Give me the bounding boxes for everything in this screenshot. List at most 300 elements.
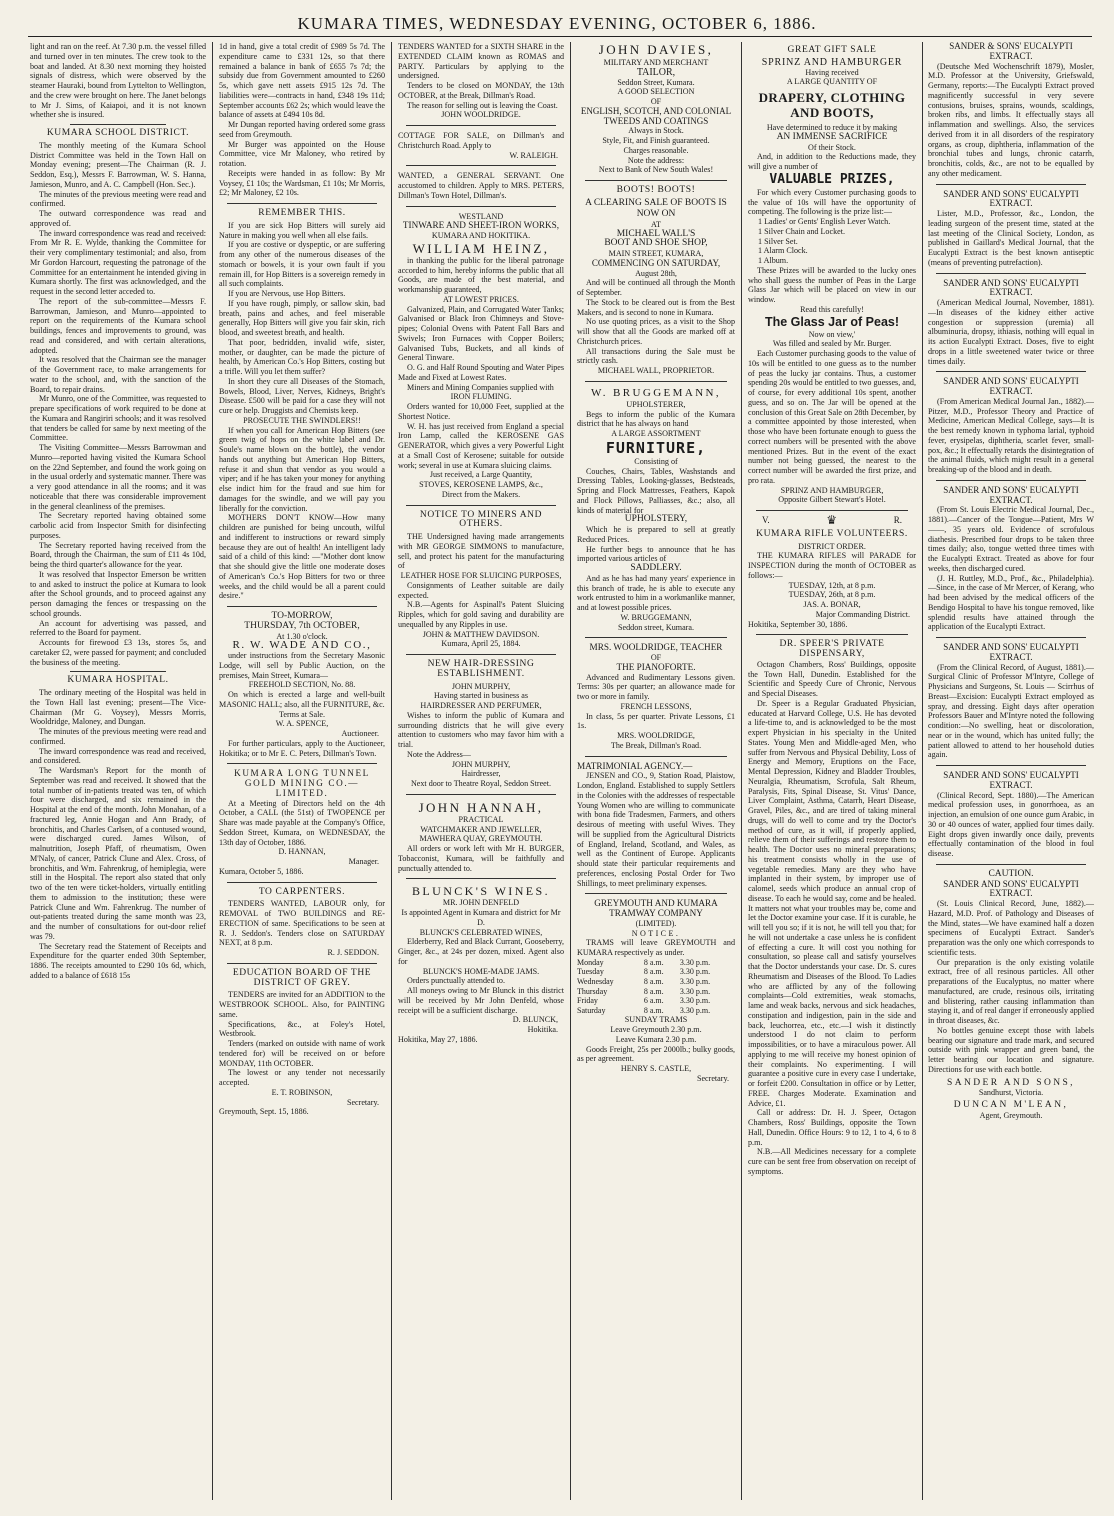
- article-text: Mr Munro, one of the Committee, was requested to prepare specifications of work required to be done at the Kumara and Rangiriri schools; and it was resolved that tenders be called for same by next meeting of the Committee.: [30, 394, 206, 443]
- ad-text: Sandhurst, Victoria.: [978, 1088, 1044, 1098]
- divider: [406, 505, 556, 506]
- ad-text: That poor, bedridden, invalid wife, sister, mother, or daughter, can be made the picture of health, by American Co.'s Hop Bitters, costing but a trifle. Will you let them suffer?: [219, 337, 385, 376]
- ad-text: For further particulars, apply to the Auctioneer, Hokitika; or to Mr E. C. Peters, Dillman's Town.: [219, 738, 385, 758]
- ad-title-matrimonial: MATRIMONIAL AGENCY.—: [577, 760, 693, 771]
- divider: [406, 125, 556, 126]
- table-cell: 3.30 p.m.: [679, 967, 711, 977]
- divider: [936, 637, 1086, 638]
- ad-signature: JAS. A. BONAR,: [803, 600, 861, 609]
- ad-text: (St. Louis Clinical Record, June, 1882).—Hazard, M.D. Prof. of Pathology and Diseases of the Mind, states—We have examined half a dozen specimens of Eucalypti Extract. Sander's preparation was the only one which corresponds to scientific tests.: [928, 899, 1094, 957]
- ad-subhead: A GOOD SELECTION: [617, 87, 695, 97]
- ad-title-bruggemann: W. BRUGGEMANN,: [590, 386, 722, 399]
- ad-subhead: A LARGE QUANTITY OF: [786, 77, 878, 87]
- ad-text: Each Customer purchasing goods to the value of 10s will be entitled to one guess as to the number of peas the lucky jar contains. Thus, a customer spending 20s would be entitled to two guesses, and, of course, for every additional 10s spent, another guess, and so on. The Jar will be opened at the conclusion of this Great Sale on 28th December, by a committee appointed by those interested, when those who have been fortunate enough to guess the correct numbers will be presented with the above mentioned Prizes. But in the event of the exact number not being guessed, the nearest to the correct number will be awarded the first prize, and pro rata.: [748, 349, 916, 485]
- ad-text: All orders or work left with Mr H. BURGER, Tobacconist, Kumara, will be faithfully and punctually attended to.: [398, 844, 564, 873]
- ad-text: Leave Kumara 2.30 p.m.: [615, 1034, 697, 1044]
- ad-title-sander: SANDER AND SONS' EUCALYPTI EXTRACT.: [943, 188, 1079, 209]
- ad-subhead: TAILOR,: [636, 66, 676, 78]
- ad-signature: E. T. ROBINSON,: [271, 1087, 333, 1097]
- ad-text: Opposite Gilbert Stewart's Hotel.: [778, 495, 886, 505]
- ad-signature: W. A. SPENCE,: [275, 719, 329, 729]
- divider: [585, 381, 727, 382]
- column-rule: [391, 42, 392, 1500]
- ad-text: Elderberry, Red and Black Currant, Gooseberry, Ginger, &c., at 24s per dozen, mixed. Agent also for: [398, 937, 564, 966]
- ad-text: Note the address:: [627, 155, 685, 165]
- table-row: [577, 967, 735, 977]
- divider: [406, 878, 556, 879]
- table-cell: 8 a.m.: [643, 957, 664, 967]
- divider: [227, 203, 377, 204]
- vr-emblem: [748, 513, 916, 527]
- article-text: Mr Dungan reported having ordered some grass seed from Greymouth.: [219, 120, 385, 139]
- ad-text: Which he is prepared to sell at greatly Reduced Prices.: [577, 525, 735, 544]
- ad-title-sander: SANDER AND SONS' EUCALYPTI EXTRACT.: [943, 878, 1079, 899]
- article-text: An account for advertising was passed, and referred to the Board for payment.: [30, 618, 206, 638]
- ad-signature: Hokitika.: [527, 1025, 558, 1034]
- article-text: It was resolved that the Chairman see the manager of the Government race, to make arrangements for water to the school, and, with the sanction of the Board, to repair drains.: [30, 355, 206, 394]
- ad-text: Always in Stock.: [628, 126, 684, 136]
- ad-text: If you are sick Hop Bitters will surely aid Nature in making you well when all else fails.: [219, 220, 385, 240]
- ad-text: COTTAGE FOR SALE, on Dillman's and Christchurch Road. Apply to: [398, 131, 564, 150]
- ad-display-furniture: FURNITURE,: [605, 438, 707, 457]
- ad-text: August 28th,: [635, 268, 677, 278]
- table-cell: 8 a.m.: [643, 976, 664, 986]
- divider: [756, 510, 908, 511]
- ad-text: TENDERS WANTED for a SIXTH SHARE in the EXTENDED CLAIM known as ROMAS and PARTY. Particulars by applying to the undersigned.: [398, 42, 564, 81]
- ad-signature: MRS. WOOLDRIDGE,: [617, 731, 695, 740]
- ad-text: No bottles genuine except those with labels bearing our signature and trade mark, and secured outside with pink wrapper and green band, the letter bearing our location and signature. Directions for use with each bottle.: [928, 1025, 1094, 1074]
- ad-subhead: UPHOLSTERY,: [624, 514, 688, 525]
- ad-signature: DUNCAN M'LEAN,: [953, 1100, 1069, 1110]
- ad-subhead: JOHN MURPHY,: [451, 681, 511, 691]
- ad-text: Miners and Mining Companies supplied with: [407, 382, 554, 392]
- table-row: [577, 1006, 735, 1016]
- article-text: The Secretary reported having obtained some carbolic acid from Inspector Smith for disinfecting purposes.: [30, 511, 206, 540]
- ad-text: Now on view,': [808, 329, 856, 339]
- ad-signature: SPRINZ AND HAMBURGER,: [780, 485, 884, 495]
- ad-date: Hokitika, May 27, 1886.: [398, 1034, 478, 1044]
- ad-subhead: WATCHMAKER AND JEWELLER,: [420, 824, 542, 834]
- ad-text: The Stock to be cleared out is from the Best Makers, and is second to none in Kumara.: [577, 297, 735, 317]
- ad-subhead: KUMARA AND HOKITIKA.: [431, 231, 531, 240]
- ad-text: (From the Clinical Record, of August, 1881).—Surgical Clinic of Professor M'Intyre, College of Physicians and Surgeons, St. Louis — Scirrhus of Breast—Excision: Eucalypti Extract employed as spray, and dressing. Eight days after operation Professors Bauer and M'Intyre noted the following condition:—No swelling, heat or discoloration, near or in the wound, which has united fully; the patient allowed to attend to her household duties again.: [928, 662, 1094, 760]
- ad-text: Specifications, &c., at Foley's Hotel, Westbrook.: [219, 1019, 385, 1039]
- article-text: The inward correspondence was read and received: From Mr R. E. Wylde, thanking the Committee for their very complimentary testimonial; and also, from Mr Gordon Harcourt, requesting the patronage of the Committee for an entertainment he intended giving in Kumara shortly. The first was acknowledged, and the request in the second letter acceded to.: [30, 228, 206, 296]
- ad-date: Hokitika, September 30, 1886.: [748, 619, 848, 629]
- headline-boots: BOOTS! BOOTS!: [616, 185, 696, 195]
- ad-text: All transactions during the Sale must be strictly cash.: [577, 346, 735, 366]
- prize-item: 1 Silver Set.: [758, 236, 798, 246]
- divider: [227, 963, 377, 964]
- column-1: [30, 42, 206, 1500]
- ad-subhead: ENGLISH, SCOTCH, AND COLONIAL TWEEDS AND COATINGS: [580, 105, 732, 126]
- ad-subhead: A CLEARING SALE OF BOOTS IS NOW ON: [585, 197, 727, 219]
- ad-text: Octagon Chambers, Ross' Buildings, opposite the Town Hall, Dunedin. Established for the Scientific and Speedy Cure of Chronic, Nervous and Special Diseases.: [748, 659, 916, 698]
- ad-text: TENDERS are invited for an ADDITION to the WESTBROOK SCHOOL. Also, for PAINTING same.: [219, 990, 385, 1019]
- ad-subhead: SUNDAY TRAMS: [624, 1015, 688, 1025]
- ad-text: N.B.—All Medicines necessary for a complete cure can be sent free from observation on receipt of symptoms.: [748, 1147, 916, 1176]
- ad-text: On which is erected a large and well-built MASONIC HALL; also, all the FURNITURE, &c.: [219, 690, 385, 709]
- ad-date: Greymouth, Sept. 15, 1886.: [219, 1107, 309, 1117]
- column-6: [928, 42, 1094, 1500]
- ad-text: Is appointed Agent in Kumara and district for Mr D.: [401, 908, 561, 927]
- divider: [585, 893, 727, 894]
- column-2: [219, 42, 385, 1500]
- ad-text: Having started in business as: [434, 691, 528, 701]
- ad-text: N.B.—Agents for Aspinall's Patent Sluicing Ripples, which for gold saving and durability are unequalled by any Ripples in use.: [398, 600, 564, 629]
- ad-text: (From St. Louis Electric Medical Journal, Dec., 1881).—Cancer of the Tongue—Patient, Mrs W——, 35 years old. Evidence of scrofulous diathesis. Prescribed four drops to be taken three times daily; also, tongue wetted three times with the Eucalypti Extract. Treated as above for four weeks, then discharged cured.: [928, 505, 1094, 573]
- ad-signature: MICHAEL WALL, PROPRIETOR.: [597, 366, 715, 375]
- vr-letter-r: R.: [893, 515, 902, 525]
- ad-text: Note the Address—: [407, 749, 471, 759]
- article-text: It was resolved that Inspector Emerson be written to and asked to instruct the police at Kumara to look after the School grounds, and to proceed against any person damaging the fences or trespassing on the school grounds.: [30, 569, 206, 618]
- table-cell: 8 a.m.: [643, 967, 664, 977]
- article-text: The outward correspondence was read and approved of.: [30, 209, 206, 228]
- divider: [227, 882, 377, 883]
- ad-text: under instructions from the Secretary Masonic Lodge, will sell by Public Auction, on the premises, Main Street, Kumara—: [219, 651, 385, 680]
- divider: [936, 864, 1086, 865]
- ad-signature: Auctioneer.: [341, 729, 379, 738]
- ad-subhead: FREEHOLD SECTION, No. 88.: [248, 680, 356, 690]
- ad-subhead: AN IMMENSE SACRIFICE: [776, 131, 888, 142]
- headline-gift-sale: GREAT GIFT SALE: [787, 45, 877, 55]
- divider: [756, 634, 908, 635]
- column-rule: [212, 42, 213, 1500]
- ad-title-sander: SANDER & SONS' EUCALYPTI EXTRACT.: [949, 42, 1073, 61]
- ad-display-glass-jar: The Glass Jar of Peas!: [764, 314, 900, 329]
- table-row: [577, 996, 735, 1006]
- ad-title-speer: DR. SPEER'S PRIVATE DISPENSARY,: [779, 639, 885, 659]
- ad-title-blunck: BLUNCK'S WINES.: [412, 884, 550, 899]
- ad-title-sander: SANDER AND SONS' EUCALYPTI EXTRACT.: [943, 642, 1079, 662]
- table-row: [577, 987, 735, 997]
- ad-text: No use quoting prices, as a visit to the Shop will show that all the Goods are marked off at Christchurch prices.: [577, 317, 735, 346]
- article-text: The monthly meeting of the Kumara School District Committee was held in the Town Hall on Monday evening; present—The Chairman (R. J. Seddon, Esq.), Messrs F. Barrowman, W. S. Hanna, Jamieson, Munro, and A. C. Campbell (Hon. Sec.).: [30, 140, 206, 189]
- ad-text: Charges reasonable.: [623, 145, 689, 155]
- table-cell: 8 a.m.: [643, 986, 664, 996]
- headline-education: EDUCATION BOARD OF THE DISTRICT OF GREY.: [232, 967, 372, 988]
- headline-hairdressing: NEW HAIR-DRESSING ESTABLISHMENT.: [427, 659, 535, 679]
- ad-signature: Hairdresser,: [461, 769, 501, 779]
- ad-subhead: AT LOWEST PRICES.: [443, 294, 519, 304]
- ad-subhead: FRENCH LESSONS,: [620, 701, 692, 711]
- ad-text: (Deutsche Med Wochenschrift 1879), Mosler, M.D. Professor at the University, Griefswald, Germany, reports:—The Eucalypti Extract proved magnificently successful in very severe contusions, bruises, sprains, wounds, scaldings, broken ribs, and limbs. It effectually stays all inflammation and swellings. Also, the services derived from it in all disorders of the respiratory organs, as croup, diphtheria, inflammation of the bronchial tubes and lungs, chronic catarrh, bronchitis, colds, &c., are not to be equalled by any other medicament.: [928, 61, 1094, 178]
- ad-signature: SANDER AND SONS,: [947, 1077, 1075, 1088]
- ad-text: Agent, Greymouth.: [979, 1110, 1043, 1120]
- ad-subhead: UPHOLSTERER,: [626, 399, 686, 409]
- table-cell: 8 a.m.: [643, 1005, 664, 1015]
- ad-text: He further begs to announce that he has imported various articles of: [577, 544, 735, 564]
- vr-letter-v: V.: [762, 515, 770, 525]
- ad-text: PRACTICAL: [458, 814, 504, 824]
- prize-item: 1 Album.: [758, 256, 789, 265]
- ad-signature: Manager.: [348, 857, 379, 866]
- ad-signature: W. RALEIGH.: [509, 150, 558, 160]
- ad-subhead: IRON FLUMING.: [450, 392, 512, 402]
- divider: [406, 794, 556, 795]
- table-cell: Wednesday: [577, 976, 614, 986]
- table-cell: 3.30 p.m.: [679, 996, 711, 1006]
- divider: [406, 206, 556, 207]
- ad-text: Just received, a Large Quantity,: [429, 470, 533, 480]
- ad-subhead: TINWARE AND SHEET-IRON WORKS,: [402, 220, 560, 231]
- ad-signature: D. HANNAN,: [278, 847, 326, 857]
- headline-remember: REMEMBER THIS.: [258, 208, 346, 218]
- article-text: 1d in hand, give a total credit of £989 5s 7d. The expenditure came to £331 12s, so that there remained a balance in bank of £655 7s 7d; the subsidy due from Government amounted to £260 5s, which gave nett assets £915 12s 7d. The liabilities were—contracts in hand, £348 19s 11d; September accounts £62 2s; which would leave the balance of assets at £494 10s 8d.: [219, 42, 385, 120]
- ad-title-wade: R. W. WADE AND CO.,: [232, 639, 372, 652]
- divider: [227, 606, 377, 607]
- ad-subhead: HAIRDRESSER AND PERFUMER,: [420, 701, 542, 710]
- ad-text: Was filled and sealed by Mr. Burger.: [772, 339, 892, 349]
- ad-text: Couches, Chairs, Tables, Washstands and Dressing Tables, Looking-glasses, Bedsteads, Spring and Flock Mattresses, Feathers, Kapok and Flock Pillows, Palliasses, &c.; also, all kinds of material for: [577, 466, 735, 515]
- ad-subhead: SADDLERY.: [630, 563, 682, 573]
- table-row: [577, 977, 735, 987]
- ad-signature: Secretary.: [346, 1097, 379, 1107]
- ad-text: Our preparation is the only existing volatile extract, free of all resinous particles. All other preparations of the Eucalyptus, no matter where manufactured, are crude, resinous oils, irritating and blistering, rather causing inflammation than staying it, and of real danger if erroneously applied in throat diseases, &c.: [928, 957, 1094, 1025]
- ad-text: O. G. and Half Round Spouting and Water Pipes Made and Fixed at Lowest Rates.: [398, 363, 564, 382]
- ad-text: Goods Freight, 25s per 2000lb.; bulky goods, as per agreement.: [577, 1044, 735, 1064]
- ad-text: Wishes to inform the public of Kumara and surrounding districts that he will give every attention to customers who may favor him with a trial.: [398, 710, 564, 749]
- ad-subhead: BOOT AND SHOE SHOP,: [604, 238, 708, 249]
- divider: [70, 671, 166, 672]
- ad-text: TUESDAY, 26th, at 8 p.m.: [788, 590, 876, 600]
- masthead-rule: [28, 36, 1092, 37]
- ad-subhead: WESTLAND: [458, 211, 504, 221]
- ad-signature: JOHN WOOLDRIDGE.: [441, 110, 521, 120]
- article-text: The minutes of the previous meeting were read and confirmed.: [30, 189, 206, 209]
- ad-signature: R. J. SEDDON.: [327, 948, 379, 957]
- ad-text: Direct from the Makers.: [441, 489, 521, 499]
- ad-text: Galvanized, Plain, and Corrugated Water Tanks; Galvanised or Black Iron Chimneys and Stove-pipes; Colonial Ovens with Patent Fall Bars and Swivels; Iron Furnaces with Copper Boilers; Galvanised Tubs, Buckets, and all kinds of General Tinware.: [398, 304, 564, 363]
- ad-text: In class, 5s per quarter. Private Lessons, £1 1s.: [577, 711, 735, 731]
- divider: [585, 637, 727, 638]
- ad-text: And as he has had many years' experience in this branch of trade, he is able to execute any work entrusted to him in a workmanlike manner, and at lowest possible prices.: [577, 573, 735, 612]
- ad-subhead: THE PIANOFORTE.: [616, 661, 696, 672]
- ad-text: THE Undersigned having made arrangements with MR GEORGE SIMMONS to manufacture, sell, and protect his patent for the manufacturing of: [398, 532, 564, 571]
- table-cell: 3.30 p.m.: [679, 957, 711, 967]
- ad-text: Call or address: Dr. H. J. Speer, Octagon Chambers, Ross' Buildings, opposite the Town Hall, Dunedin. Office Hours: 9 to 12, 1 to 4, 6 to 8 p.m.: [748, 1108, 916, 1147]
- divider: [406, 654, 556, 655]
- ad-text: Tenders to be closed on MONDAY, the 13th OCTOBER, at the Break, Dillman's Road.: [398, 81, 564, 100]
- masthead: KUMARA TIMES, WEDNESDAY EVENING, OCTOBER 6, 1886.: [297, 14, 817, 33]
- ad-text: Read this carefully!: [800, 304, 864, 314]
- ad-text: For which every Customer purchasing goods to the value of 10s will have the opportunity of competing. The following is the prize list:—: [748, 187, 916, 217]
- ad-text: MOTHERS DON'T KNOW—How many children are punished for being uncouth, wilful and indifferent to instructions or reward simply because they are out of health! An intelligent lady said of a child of this kind: —"Mother dont know that she should give the little one moderate doses of American's Co.'s Hop Bitters for two or three weeks, and the child would be all a parent could desire.": [219, 513, 385, 601]
- ad-date: Kumara, April 25, 1884.: [441, 639, 521, 649]
- column-4: [577, 42, 735, 1500]
- article-text: light and ran on the reef. At 7.30 p.m. the vessel filled and turned over in ten minutes. The crew took to the boat and landed. At 8.30 next morning they hoisted signals of distress, which were observed by the steamer Hauraki, bound from Lyttelton to Wellington, and the crew were brought on here. The Janet belongs to Mr J. Sims, of Kaiapoi, and it is not known whether she is insured.: [30, 42, 206, 120]
- headline-school: KUMARA SCHOOL DISTRICT.: [46, 128, 190, 138]
- ad-title-heinz: WILLIAM HEINZ,: [412, 240, 550, 256]
- prize-item: 1 Alarm Clock.: [758, 246, 808, 256]
- ad-title-sander: SANDER AND SONS' EUCALYPTI EXTRACT.: [943, 484, 1079, 505]
- ad-text: Next door to Theatre Royal, Seddon Street.: [410, 779, 552, 788]
- divider: [585, 180, 727, 181]
- ad-text: WANTED, a GENERAL SERVANT. One accustomed to children. Apply to MRS. PETERS, Dillman's Town Hotel, Dillman's.: [398, 171, 564, 200]
- ad-text: If you are Nervous, use Hop Bitters.: [228, 289, 346, 298]
- ad-subhead: CAUTION.: [988, 868, 1034, 879]
- ad-signature: Major Commanding District.: [815, 609, 910, 619]
- ad-text: TENDERS WANTED, LABOUR only, for REMOVAL of TWO BUILDINGS and RE-ERECTION of same. Specifications to be seen at R. J. Seddon's. Tenders close on SATURDAY NEXT, at 8 p.m.: [219, 899, 385, 948]
- table-cell: 6 a.m.: [643, 996, 664, 1006]
- ad-text: And, in addition to the Reductions made, they will give a number of: [748, 152, 916, 171]
- ad-signature: HENRY S. CASTLE,: [620, 1064, 692, 1074]
- ad-display-drapery: DRAPERY, CLOTHING AND BOOTS,: [758, 90, 906, 120]
- tram-timetable: [577, 958, 735, 1016]
- divider: [70, 124, 166, 125]
- ad-text: The reason for selling out is leaving the Coast.: [407, 100, 558, 110]
- ad-text: in thanking the public for the liberal patronage accorded to him, hereby informs the public that all Goods, are made of the best material, and workmanship guaranteed,: [398, 255, 564, 294]
- ad-display-prizes: VALUABLE PRIZES,: [769, 171, 895, 187]
- ad-text: At a Meeting of Directors held on the 4th October, a CALL (the 51st) of TWOPENCE per Share was made payable at the Company's Office, Seddon Street, Kumara, on WEDNESDAY, the 13th day of October, 1886.: [219, 798, 385, 847]
- ad-text: If you have rough, pimply, or sallow skin, bad breath, pains and aches, and feel miserable generally, Hop Bitters will give you fair skin, rich blood, and sweetest breath, and health.: [219, 298, 385, 337]
- column-3: [398, 42, 564, 1500]
- ad-text: Consignments of Leather suitable are daily expected.: [398, 580, 564, 600]
- headline-rifles: KUMARA RIFLE VOLUNTEERS.: [756, 528, 908, 539]
- headline-hospital: KUMARA HOSPITAL.: [67, 675, 169, 686]
- article-text: The minutes of the previous meeting were read and confirmed.: [30, 727, 206, 746]
- article-text: Mr Burger was appointed on the House Committee, vice Mr Maloney, who retired by rotation.: [219, 139, 385, 168]
- ad-title-tunnel: KUMARA LONG TUNNEL GOLD MINING CO.—LIMITED.: [234, 768, 370, 798]
- article-text: The inward correspondence was read and received, and considered.: [30, 746, 206, 766]
- ad-subhead: A LARGE ASSORTMENT: [611, 429, 701, 438]
- divider: [227, 763, 377, 764]
- table-cell: Friday: [577, 996, 598, 1006]
- ad-text: TRAMS will leave GREYMOUTH and KUMARA respectively as under.: [577, 938, 735, 957]
- ad-text: OF: [650, 97, 662, 106]
- ad-text: If you are costive or dyspeptic, or are suffering from any other of the numerous diseases of the stomach or bowels, it is your own fault if you remain ill, for Hop Bitters is a sovereign remedy in all such complaints.: [219, 240, 385, 289]
- ad-signature: JOHN MURPHY,: [451, 759, 511, 769]
- ad-title-sander: SANDER AND SONS' EUCALYPTI EXTRACT.: [943, 770, 1079, 790]
- ad-text: Tenders (marked on outside with name of work tendered for) will be received on or before MONDAY, 11th OCTOBER.: [219, 1039, 385, 1068]
- ad-text: (J. H. Ruttley, M.D., Prof., &c., Philadelphia).—Since, in the case of Mr Mercer, of Kerang, who had been advised by the medical officers of the Bendigo Hospital to have his tongue removed, like splendid results have attained through the application of the Eucalypti Extract.: [928, 573, 1094, 632]
- ad-text: Have determined to reduce it by making: [766, 123, 898, 132]
- ad-subhead: MR. JOHN DENFELD: [442, 898, 520, 908]
- article-text: The Secretary read the Statement of Receipts and Expenditure for the quarter ended 30th September, 1886. The receipts amounted to £290 10s 6d, which, added to a balance of £618 15s: [30, 941, 206, 980]
- ad-subhead: COMMENCING ON SATURDAY,: [591, 257, 721, 268]
- ad-text: The lowest or any tender not necessarily accepted.: [219, 1068, 385, 1087]
- column-rule: [922, 42, 923, 1500]
- ad-text: Orders punctually attended to.: [407, 976, 505, 986]
- headline-notice-miners: NOTICE TO MINERS AND OTHERS.: [419, 509, 543, 530]
- table-cell: Monday: [577, 957, 604, 967]
- ad-text: The Break, Dillman's Road.: [610, 740, 702, 750]
- ad-text: Lister, M.D., Professor, &c., London, the leading surgeon of the present time, stated at the last meeting of the Clinical Society, London, as published in Gaillard's Medical Journal, that the Eucalypti Extract is the best known antiseptic (means of preventing putrefaction).: [928, 209, 1094, 267]
- column-rule: [741, 42, 742, 1500]
- prize-item: 1 Ladies' or Gents' English Lever Watch.: [758, 217, 891, 226]
- ad-text: (LIMITED).: [635, 918, 677, 928]
- ad-subhead: DISTRICT ORDER.: [798, 541, 866, 551]
- ad-subhead: PROSECUTE THE SWINDLERS!!: [243, 415, 361, 425]
- ad-text: OF: [650, 653, 662, 662]
- crown-icon: ♛: [826, 513, 838, 527]
- ad-subhead: MILITARY AND MERCHANT: [603, 58, 709, 67]
- divider: [406, 165, 556, 166]
- prize-item: 1 Silver Chain and Locket.: [758, 226, 845, 236]
- column-rule: [570, 42, 571, 1500]
- ad-text: Next to Bank of New South Wales!: [598, 165, 714, 175]
- ad-text: JENSEN and CO., 9, Station Road, Plaistow, London, England. Established to supply Settlers in the Colonies with the addresses of respectable Young Women who are willing to communicate with bona fide Tradesmen, Farmers, and others desirous of meeting with useful Wives. They will be supplied from the Agricultural Districts of England, Ireland, Scotland, and Wales, as well as the Continent of Europe. Applicants should state their particular requirements and preferences, enclosing Postal Order for Two Shillings, to meet preliminary expenses.: [577, 771, 735, 888]
- column-5: [748, 42, 916, 1500]
- ad-subhead: NOTICE.: [631, 928, 681, 938]
- ad-text: All moneys owing to Mr Blunck in this district will be received by Mr John Denfeld, whose receipt will be a sufficient discharge.: [398, 986, 564, 1015]
- ad-text: Dr. Speer is a Regular Graduated Physician, educated at Harvard College, U.S. He has devoted a life-time to, and is acknowledged to be the most expert Physician in his specialty in the United States. Young Men and Middle-aged Men, who suffer from Nervous and Physical Debility, Loss of Energy and Memory, Eruptions on the Face, Mental Depression, Kidney and Bladder Troubles, Neuralgia, Rheumatism, Scrofula, Salt Rheum, Paralysis, Fits, Spinal Disease, St. Vitus' Dance, Liver Complaint, Asthma, Catarrh, Heart Disease, Gravel, Piles, &c., and are tired of taking mineral drugs, will do well to come and try the Doctor's method of cure, as it will, if properly applied, relieve them of their sufferings and restore them to health. The Doctor uses no mineral preparations; his treatment consists wholly in the use of vegetable remedies. Many are they who have implanted in their system, by improper use of calomel, seeds which produce an annual crop of disease. To each he would say, come and be healed. It matters not what your troubles may be, come and let the Doctor examine your case. If it is curable, he will tell you so; if it is not, he will tell you that; for he will not undertake a case unless he is confident of effecting a cure. It will cost you nothing for consultation, so please call and satisfy yourselves that the Doctor understands your case. Dr. S. cures Rheumatism and Diseases of the Blood. To Ladies who are afflicted by any of the following complaints—Cold extremities, weak stomachs, lame and weak backs, nervous and sick headaches, constipation and indigestion, pain in the side and back, leuchorrea, etc., etc.—I wish it distinctly understood I do not claim to perform impossibilities, or to have a miraculous power. All applying to me will receive my honest opinion of their complaints. No experimenting. I will guarantee a positive cure in every case I undertake, or forfeit £200. Consultation in office or by Letter, FREE. Charges Moderate. Examination and Advice, £1.: [748, 698, 916, 1108]
- table-cell: 3.30 p.m.: [679, 986, 711, 996]
- ad-text: Orders wanted for 10,000 Feet, supplied at the Shortest Notice.: [398, 402, 564, 421]
- divider: [936, 184, 1086, 185]
- ad-text: If when you call for American Hop Bitters (see green twig of hops on the white label and Dr. Soule's name blown on the bottle), the vendor hands out anything but American Hop Bitters, refuse it and shun that vendor as you would a viper; and if he has taken your money for anything else indict him for the fraud and sue him for damages for the swindle, and we will pay you liberally for the conviction.: [219, 425, 385, 513]
- ad-text: Begs to inform the public of the Kumara district that he has always on hand: [577, 409, 735, 429]
- table-cell: Thursday: [577, 986, 608, 996]
- ad-subhead: BLUNCK'S HOME-MADE JAMS.: [422, 966, 540, 976]
- article-text: The ordinary meeting of the Hospital was held in the Town Hall last evening; present—The Vice-Chairman (Mr G. Voysey), Messrs Morris, Wooldridge, Maloney, and Dungan.: [30, 688, 206, 727]
- table-cell: Tuesday: [577, 967, 604, 977]
- ad-text: (From American Medical Journal Jan., 1882).—Pitzer, M.D., Professor Theory and Practice of Medicine, American Medical College, says—It is the best remedy known in typhoma larial, typhoid fever, erysipelas, diphtheria, scarlet fever, small-pox, &c.; It effectually retards the disintegration of the animal fluids, which might result in a general breaking-up of the blood and in death.: [928, 396, 1094, 474]
- ad-text: At 1.30 o'clock.: [276, 631, 328, 641]
- ad-date: Kumara, October 5, 1886.: [219, 866, 304, 876]
- divider: [936, 273, 1086, 274]
- divider: [936, 371, 1086, 372]
- divider: [585, 756, 727, 757]
- article-text: The Visiting Committee—Messrs Barrowman and Munro—reported having visited the Kumara School on the 22nd September, and found the work going on in the usual orderly and systematic manner. There was a very good attendance in all the rooms; and it was noticeable that there was considerable improvement in the general cleanliness of the premises.: [30, 443, 206, 511]
- article-text: Receipts were handed in as follow: By Mr Voysey, £1 10s; the Wardsman, £1 10s; Mr Morris, £2; Mr Maloney, £2 10s.: [219, 168, 385, 198]
- ad-text: Seddon Street, Kumara.: [617, 77, 695, 87]
- ad-text: Advanced and Rudimentary Lessons given. Terms: 30s per quarter; an allowance made for two or more in family.: [577, 672, 735, 701]
- ad-text: Consisting of: [634, 456, 678, 466]
- ad-title-tramway: GREYMOUTH AND KUMARA TRAMWAY COMPANY: [594, 898, 718, 918]
- ad-subhead: LEATHER HOSE FOR SLUICING PURPOSES,: [400, 571, 562, 580]
- divider: [936, 765, 1086, 766]
- article-text: Accounts for firewood £3 13s, stores 5s, and caretaker £2, were passed for payment; and concluded the business of the meeting.: [30, 638, 206, 667]
- ad-text: Of their Stock.: [808, 142, 856, 152]
- ad-subhead: STOVES, KEROSENE LAMPS, &c.,: [419, 480, 543, 489]
- ad-title-wooldridge: MRS. WOOLDRIDGE, TEACHER: [589, 642, 723, 653]
- ad-title-sprinz: SPRINZ AND HAMBURGER: [761, 56, 903, 68]
- ad-signature: Secretary.: [696, 1073, 729, 1083]
- ad-text: Having received: [805, 67, 859, 77]
- table-cell: 3.30 p.m.: [679, 976, 711, 986]
- ad-subhead: THURSDAY, 7th OCTOBER,: [244, 620, 360, 631]
- table-cell: 3.30 p.m.: [679, 1005, 711, 1015]
- ad-title-sander: SANDER AND SONS' EUCALYPTI EXTRACT.: [943, 376, 1079, 396]
- ad-text: MAWHERA QUAY, GREYMOUTH.: [419, 834, 543, 844]
- divider: [936, 480, 1086, 481]
- table-cell: Saturday: [577, 1005, 606, 1015]
- ad-text: Terms at Sale.: [279, 709, 325, 719]
- ad-text: Leave Greymouth 2.30 p.m.: [610, 1025, 702, 1035]
- ad-subhead: MICHAEL WALL'S: [616, 228, 696, 239]
- ad-text: AT: [651, 219, 661, 229]
- ad-text: MAIN STREET, KUMARA,: [608, 249, 704, 258]
- ad-signature: D. BLUNCK,: [512, 1015, 558, 1025]
- ad-text: W. H. has just received from England a special Iron Lamp, called the KEROSENE GAS GENERATOR, which gives a very Powerful Light at a Small Cost of Kerosene; suitable for outside work; several in use at Kumara sluicing claims.: [398, 421, 564, 470]
- ad-title-hannah: JOHN HANNAH,: [418, 799, 544, 815]
- ad-subhead: BLUNCK'S CELEBRATED WINES,: [419, 927, 543, 937]
- article-text: The Wardsman's Report for the month of September was read and received. It showed that the total number of in-patients treated was ten, of which four were discharged, and six remained in the Hospital at the end of the month. John Monahan, of a fractured leg, Annie Hogan and Ann Brady, of bronchitis, and Charles Carlsen, of a contused wound, were discharged cured. James Wilson, of malnutrition, Joseph Pfaff, of rheumatism, Owen M'Naly, of cancer, Patrick Clune and Alex. Cross, of bronchitis, and Wm. Fahrenkrug, of hemiplegia, were still in the Hospital. The report also stated that only two of the ten were ticket-holders, virtually entitling them to admission to the institution; these were Patrick Clune and Wm. Fahrenkrug. The number of out-patients treated during the same month was 23, and the number of consultations for out-door relief was 79.: [30, 766, 206, 941]
- ad-title-sander: SANDER AND SONS' EUCALYPTI EXTRACT.: [943, 277, 1079, 298]
- ad-text: THE KUMARA RIFLES will PARADE for INSPECTION during the month of OCTOBER as follows:—: [748, 551, 916, 580]
- article-text: The Secretary reported having received from the Board, through the Chairman, the sum of £11 4s 10d, being the third quarter's allowance for the year.: [30, 540, 206, 569]
- ad-text: These Prizes will be awarded to the lucky ones who shall guess the number of Peas in the Large Glass Jar which will be placed on view in our window.: [748, 265, 916, 304]
- ad-text: (Clinical Record, Sept. 1880).—The American medical profession uses, in gonorrhoea, as an injection, an emulsion of one ounce gum Arabic, in 30 or 40 ounces of water, applied four times daily. Eight drops given inwardly once daily, prevents effectually contamination of the blood in foul disease.: [928, 790, 1094, 858]
- ad-subhead: TO-MORROW,: [271, 611, 333, 621]
- ad-title-davies: JOHN DAVIES,: [598, 42, 714, 57]
- ad-signature: W. BRUGGEMANN,: [620, 612, 692, 622]
- table-row: [577, 958, 735, 968]
- headline-carpenters: TO CARPENTERS.: [258, 886, 346, 897]
- ad-text: Seddon street, Kumara.: [618, 622, 694, 632]
- ad-text: In short they cure all Diseases of the Stomach, Bowels, Blood, Liver, Nerves, Kidneys, Bright's Disease. £500 will be paid for a case they will not cure or help. Druggists and Chemists keep.: [219, 376, 385, 415]
